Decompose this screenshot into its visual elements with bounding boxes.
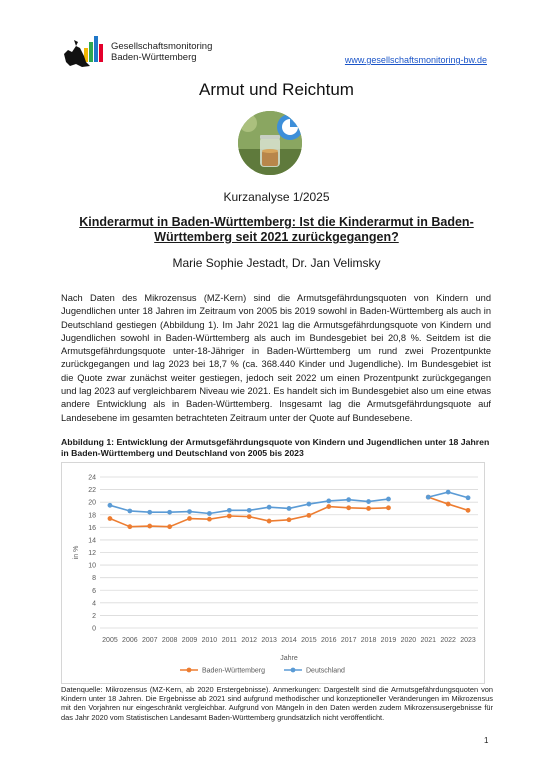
data-point-de bbox=[366, 499, 371, 504]
x-tick-label: 2009 bbox=[181, 637, 198, 644]
data-point-de bbox=[287, 506, 292, 511]
y-tick-label: 14 bbox=[88, 537, 96, 545]
data-point-bw bbox=[326, 504, 331, 509]
figure-caption: Abbildung 1: Entwicklung der Armutsgefährdungsquote von Kindern und Jugendlichen unter 18 Jahren in Baden-Württemberg und Deutschland von 2005 bis 2023 bbox=[61, 437, 490, 458]
authors: Marie Sophie Jestadt, Dr. Jan Velimsky bbox=[172, 256, 381, 270]
data-point-bw bbox=[247, 514, 252, 519]
data-point-bw bbox=[227, 514, 232, 519]
y-tick-label: 18 bbox=[88, 512, 96, 520]
data-point-de bbox=[386, 497, 391, 502]
data-point-de bbox=[346, 497, 351, 502]
x-tick-label: 2011 bbox=[221, 637, 237, 644]
data-point-de bbox=[187, 509, 192, 514]
x-tick-label: 2019 bbox=[380, 637, 397, 644]
y-tick-label: 0 bbox=[92, 625, 96, 633]
y-tick-label: 6 bbox=[92, 587, 96, 595]
website-link[interactable]: www.gesellschaftsmonitoring-bw.de bbox=[344, 55, 487, 65]
data-point-bw bbox=[108, 516, 113, 521]
headline: Kinderarmut in Baden-Württemberg: Ist die Kinderarmut in Baden-Württemberg seit 2021 zurückgegangen? bbox=[79, 215, 474, 244]
line-chart bbox=[61, 462, 485, 684]
data-point-de bbox=[466, 495, 471, 500]
data-point-bw bbox=[346, 505, 351, 510]
footnote: Datenquelle: Mikrozensus (MZ-Kern, ab 2020 Erstergebnisse). Anmerkungen: Dargestellt sind die Armutsgefährdungsquoten von Kindern unter 18 Jahren. Die Ergebnisse ab 2021 sind aufgrund methodischer und konzeptioneller Veränderungen im Mikrozensus mit den Vorjahren nur eingeschränkt vergleichbar. Aufgrund von Mängeln in den Daten werden zudem Mikrozensusergebnisse für das Jahr 2020 vom Statistischen Landesamt Baden-Württemberg grundsätzlich nicht veröffentlicht. bbox=[61, 685, 493, 722]
x-tick-label: 2021 bbox=[420, 637, 437, 644]
legend-label: Baden-Württemberg bbox=[202, 667, 266, 675]
y-axis-title: in % bbox=[73, 545, 80, 560]
legend-marker bbox=[291, 668, 296, 673]
y-tick-label: 22 bbox=[88, 487, 96, 495]
y-tick-label: 4 bbox=[92, 600, 96, 608]
data-point-de bbox=[108, 503, 113, 508]
chart-svg bbox=[62, 463, 484, 683]
data-point-bw bbox=[386, 505, 391, 510]
data-point-bw bbox=[127, 524, 132, 529]
data-point-de bbox=[446, 490, 451, 495]
data-point-bw bbox=[187, 516, 192, 521]
data-point-bw bbox=[366, 506, 371, 511]
legend-marker bbox=[187, 668, 192, 673]
kurzanalyse-label: Kurzanalyse 1/2025 bbox=[223, 190, 330, 204]
x-tick-label: 2018 bbox=[360, 637, 377, 644]
gesellschaftsmonitoring-logo bbox=[62, 34, 112, 68]
data-point-de bbox=[227, 508, 232, 513]
data-point-de bbox=[306, 502, 311, 507]
y-tick-label: 20 bbox=[88, 499, 96, 507]
body-paragraph: Nach Daten des Mikrozensus (MZ-Kern) sind die Armutsgefährdungsquoten von Kindern und Jugendlichen unter 18 Jahren im Zeitraum von 2005 bis 2019 sowohl in Baden-Württemberg als auch in Deutschland gestiegen (Abbildung 1). Im Jahr 2021 lag die Armutsgefährdungsquote von Kindern und Jugendlichen sowohl in Baden-Württemberg als auch im Bundesgebiet bei 20,8 %. Seitdem ist die Armutsgefährdungsquote unter-18-Jähriger in Baden-Württemberg um rund zwei Prozentpunkte zurückgegangen und lag 2023 bei 18,7 % (ca. 368.440 Kinder und Jugendliche). Im Bundesgebiet ist die Quote zwar zunächst weiter gestiegen, jedoch seit 2022 um einen Prozentpunkt zurückgegangen und lag 2023 auf vergleichbarem Niveau wie 2021. Es handelt sich im Bundesgebiet also um eine etwas andere Entwicklung als in Baden-Württemberg. Insgesamt lag die Armutsgefährdungsquote auf Landesebene im gesamten betrachteten Zeitraum unter der Quote auf Bundesebene. bbox=[61, 293, 491, 423]
data-point-de bbox=[167, 510, 172, 515]
data-point-de bbox=[326, 499, 331, 504]
logo-line-1: Gesellschaftsmonitoring bbox=[111, 41, 213, 52]
x-tick-label: 2012 bbox=[241, 637, 257, 644]
x-tick-label: 2015 bbox=[301, 637, 317, 644]
data-point-bw bbox=[466, 508, 471, 513]
x-tick-label: 2020 bbox=[400, 637, 417, 644]
x-tick-label: 2013 bbox=[261, 637, 277, 644]
x-tick-label: 2005 bbox=[102, 637, 118, 644]
x-tick-label: 2016 bbox=[321, 637, 337, 644]
data-point-bw bbox=[207, 517, 212, 522]
x-tick-label: 2017 bbox=[340, 637, 357, 644]
data-point-bw bbox=[287, 517, 292, 522]
data-point-de bbox=[247, 508, 252, 513]
x-tick-label: 2007 bbox=[141, 637, 158, 644]
coin-jar-photo bbox=[238, 111, 302, 175]
y-tick-label: 10 bbox=[88, 562, 96, 570]
x-axis-title: Jahre bbox=[280, 655, 298, 662]
x-tick-label: 2023 bbox=[460, 637, 476, 644]
y-tick-label: 2 bbox=[92, 612, 96, 620]
x-tick-label: 2014 bbox=[281, 637, 297, 644]
y-tick-label: 24 bbox=[88, 474, 96, 482]
x-tick-label: 2022 bbox=[440, 637, 456, 644]
logo-text bbox=[111, 41, 212, 63]
data-point-de bbox=[267, 505, 272, 510]
data-point-de bbox=[426, 495, 431, 500]
data-point-bw bbox=[446, 502, 451, 507]
logo-line-2: Baden-Württemberg bbox=[111, 52, 197, 63]
data-point-bw bbox=[167, 524, 172, 529]
x-tick-label: 2010 bbox=[201, 637, 218, 644]
page-number: 1 bbox=[484, 736, 489, 745]
data-point-bw bbox=[147, 524, 152, 529]
data-point-de bbox=[147, 510, 152, 515]
x-tick-label: 2006 bbox=[122, 637, 138, 644]
data-point-bw bbox=[267, 519, 272, 524]
section-title: Armut und Reichtum bbox=[199, 80, 354, 99]
legend-label: Deutschland bbox=[306, 667, 345, 675]
y-tick-label: 8 bbox=[92, 575, 96, 583]
data-point-bw bbox=[306, 513, 311, 518]
x-tick-label: 2008 bbox=[161, 637, 178, 644]
data-point-de bbox=[127, 509, 132, 514]
y-tick-label: 12 bbox=[88, 550, 96, 557]
data-point-de bbox=[207, 511, 212, 516]
y-tick-label: 16 bbox=[88, 524, 96, 532]
